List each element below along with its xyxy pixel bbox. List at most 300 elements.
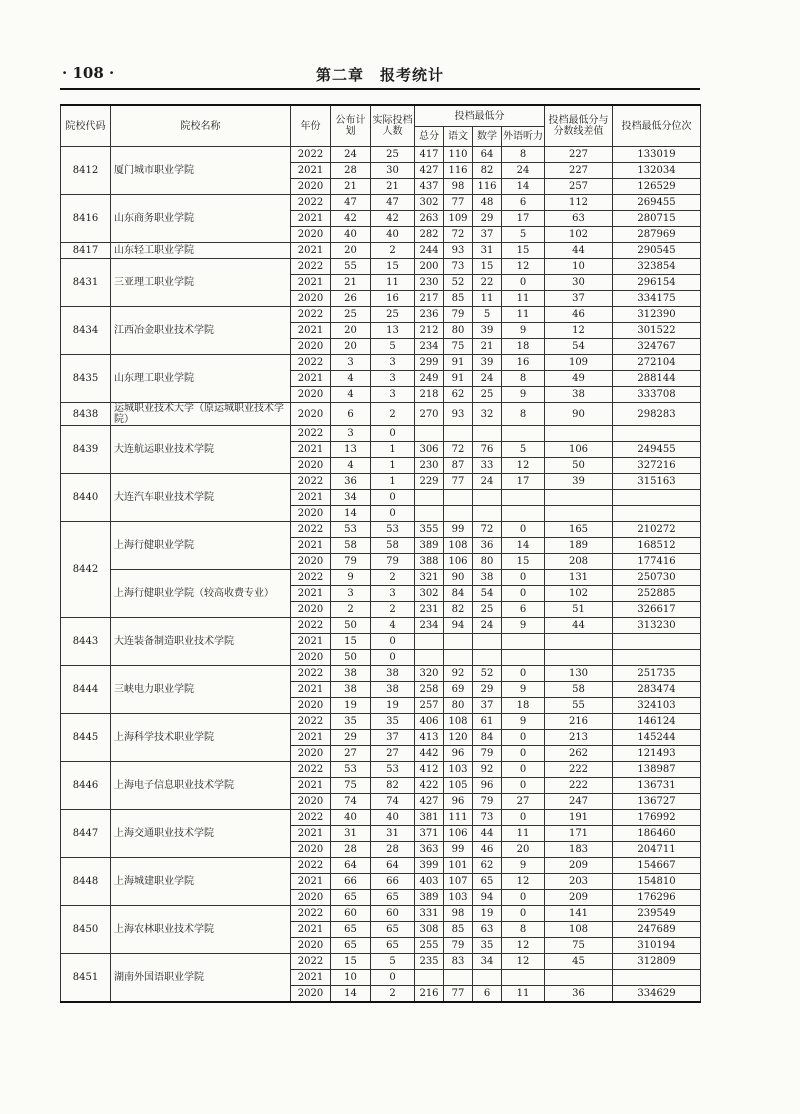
cell-plan: 21 bbox=[331, 275, 371, 291]
cell-chinese: 108 bbox=[444, 538, 473, 554]
cell-math: 38 bbox=[473, 570, 502, 586]
cell-plan: 53 bbox=[331, 762, 371, 778]
school-name: 大连航运职业技术学院 bbox=[111, 426, 291, 474]
cell-year: 2020 bbox=[291, 890, 331, 906]
cell-listening bbox=[502, 970, 545, 986]
table-row bbox=[61, 355, 701, 371]
cell-total: 236 bbox=[415, 307, 444, 323]
cell-rank: 280715 bbox=[613, 211, 701, 227]
cell-chinese bbox=[444, 426, 473, 442]
cell-listening: 27 bbox=[502, 794, 545, 810]
table-row bbox=[61, 714, 701, 730]
cell-gap: 51 bbox=[545, 602, 613, 618]
cell-gap bbox=[545, 506, 613, 522]
cell-plan: 35 bbox=[331, 714, 371, 730]
cell-listening: 12 bbox=[502, 874, 545, 890]
cell-gap: 106 bbox=[545, 442, 613, 458]
cell-year: 2021 bbox=[291, 275, 331, 291]
cell-gap: 131 bbox=[545, 570, 613, 586]
cell-math: 22 bbox=[473, 275, 502, 291]
cell-listening: 24 bbox=[502, 163, 545, 179]
cell-actual: 1 bbox=[371, 474, 415, 490]
cell-gap: 222 bbox=[545, 762, 613, 778]
school-name: 运城职业技术大学（原运城职业技术学院） bbox=[111, 403, 291, 426]
cell-plan: 31 bbox=[331, 826, 371, 842]
cell-math: 82 bbox=[473, 163, 502, 179]
cell-rank: 323854 bbox=[613, 259, 701, 275]
cell-math: 29 bbox=[473, 211, 502, 227]
cell-plan: 2 bbox=[331, 602, 371, 618]
cell-rank bbox=[613, 650, 701, 666]
cell-listening: 17 bbox=[502, 211, 545, 227]
cell-total: 422 bbox=[415, 778, 444, 794]
cell-year: 2021 bbox=[291, 490, 331, 506]
cell-total: 218 bbox=[415, 387, 444, 403]
school-name: 上海行健职业学院 bbox=[111, 522, 291, 570]
cell-plan: 20 bbox=[331, 243, 371, 259]
cell-actual: 31 bbox=[371, 826, 415, 842]
school-code: 8445 bbox=[61, 714, 111, 762]
cell-listening bbox=[502, 490, 545, 506]
cell-actual: 2 bbox=[371, 243, 415, 259]
cell-year: 2020 bbox=[291, 698, 331, 714]
cell-gap: 171 bbox=[545, 826, 613, 842]
cell-chinese: 87 bbox=[444, 458, 473, 474]
cell-plan: 24 bbox=[331, 147, 371, 163]
cell-year: 2021 bbox=[291, 442, 331, 458]
cell-chinese: 105 bbox=[444, 778, 473, 794]
cell-math: 116 bbox=[473, 179, 502, 195]
cell-plan: 34 bbox=[331, 490, 371, 506]
table-row bbox=[61, 307, 701, 323]
cell-gap: 54 bbox=[545, 339, 613, 355]
cell-actual: 16 bbox=[371, 291, 415, 307]
cell-plan: 27 bbox=[331, 746, 371, 762]
cell-actual: 2 bbox=[371, 986, 415, 1003]
cell-rank: 136727 bbox=[613, 794, 701, 810]
header-year: 年份 bbox=[291, 105, 331, 147]
cell-plan: 53 bbox=[331, 522, 371, 538]
cell-chinese: 75 bbox=[444, 339, 473, 355]
cell-plan: 6 bbox=[331, 403, 371, 426]
cell-listening: 16 bbox=[502, 355, 545, 371]
cell-listening: 0 bbox=[502, 762, 545, 778]
cell-actual: 53 bbox=[371, 522, 415, 538]
cell-gap: 213 bbox=[545, 730, 613, 746]
cell-plan: 14 bbox=[331, 986, 371, 1003]
cell-plan: 65 bbox=[331, 938, 371, 954]
admission-statistics-table bbox=[60, 104, 701, 1003]
cell-plan: 20 bbox=[331, 339, 371, 355]
cell-year: 2020 bbox=[291, 458, 331, 474]
cell-year: 2020 bbox=[291, 403, 331, 426]
cell-gap: 63 bbox=[545, 211, 613, 227]
cell-chinese: 77 bbox=[444, 474, 473, 490]
cell-listening: 18 bbox=[502, 339, 545, 355]
cell-year: 2021 bbox=[291, 682, 331, 698]
cell-listening: 0 bbox=[502, 906, 545, 922]
cell-total: 230 bbox=[415, 275, 444, 291]
cell-gap: 102 bbox=[545, 586, 613, 602]
cell-chinese: 96 bbox=[444, 746, 473, 762]
cell-plan: 3 bbox=[331, 586, 371, 602]
cell-plan: 55 bbox=[331, 259, 371, 275]
cell-year: 2022 bbox=[291, 147, 331, 163]
cell-gap: 50 bbox=[545, 458, 613, 474]
cell-total bbox=[415, 490, 444, 506]
cell-listening: 8 bbox=[502, 403, 545, 426]
cell-chinese bbox=[444, 650, 473, 666]
cell-math: 25 bbox=[473, 387, 502, 403]
cell-listening: 20 bbox=[502, 842, 545, 858]
chapter-title: 第二章 报考统计 bbox=[315, 66, 444, 84]
cell-plan: 3 bbox=[331, 426, 371, 442]
school-code: 8448 bbox=[61, 858, 111, 906]
cell-plan: 75 bbox=[331, 778, 371, 794]
cell-rank: 210272 bbox=[613, 522, 701, 538]
cell-year: 2022 bbox=[291, 762, 331, 778]
cell-actual: 11 bbox=[371, 275, 415, 291]
cell-plan: 74 bbox=[331, 794, 371, 810]
cell-chinese: 92 bbox=[444, 666, 473, 682]
cell-plan: 9 bbox=[331, 570, 371, 586]
cell-chinese: 107 bbox=[444, 874, 473, 890]
cell-year: 2021 bbox=[291, 970, 331, 986]
header-plan: 公布计划 bbox=[331, 105, 371, 147]
cell-chinese: 99 bbox=[444, 842, 473, 858]
cell-total: 270 bbox=[415, 403, 444, 426]
cell-listening: 8 bbox=[502, 922, 545, 938]
cell-gap: 102 bbox=[545, 227, 613, 243]
cell-total: 381 bbox=[415, 810, 444, 826]
cell-rank: 145244 bbox=[613, 730, 701, 746]
cell-plan: 10 bbox=[331, 970, 371, 986]
cell-rank: 176992 bbox=[613, 810, 701, 826]
cell-plan: 28 bbox=[331, 842, 371, 858]
cell-gap bbox=[545, 426, 613, 442]
cell-year: 2022 bbox=[291, 666, 331, 682]
cell-year: 2022 bbox=[291, 810, 331, 826]
cell-year: 2022 bbox=[291, 570, 331, 586]
cell-year: 2022 bbox=[291, 195, 331, 211]
school-code: 8434 bbox=[61, 307, 111, 355]
cell-total bbox=[415, 634, 444, 650]
cell-actual: 65 bbox=[371, 938, 415, 954]
cell-total: 258 bbox=[415, 682, 444, 698]
cell-math: 34 bbox=[473, 954, 502, 970]
cell-math: 72 bbox=[473, 522, 502, 538]
cell-actual: 3 bbox=[371, 387, 415, 403]
cell-actual: 64 bbox=[371, 858, 415, 874]
school-name: 山东理工职业学院 bbox=[111, 355, 291, 403]
cell-total: 234 bbox=[415, 339, 444, 355]
cell-gap: 55 bbox=[545, 698, 613, 714]
school-name: 上海农林职业技术学院 bbox=[111, 906, 291, 954]
cell-chinese bbox=[444, 634, 473, 650]
cell-chinese: 103 bbox=[444, 762, 473, 778]
cell-math bbox=[473, 634, 502, 650]
cell-year: 2020 bbox=[291, 986, 331, 1003]
cell-math: 21 bbox=[473, 339, 502, 355]
cell-year: 2020 bbox=[291, 794, 331, 810]
school-name: 厦门城市职业学院 bbox=[111, 147, 291, 195]
cell-gap: 109 bbox=[545, 355, 613, 371]
table-row bbox=[61, 570, 701, 586]
cell-math: 61 bbox=[473, 714, 502, 730]
cell-math: 48 bbox=[473, 195, 502, 211]
cell-total: 249 bbox=[415, 371, 444, 387]
cell-rank: 136731 bbox=[613, 778, 701, 794]
school-code: 8444 bbox=[61, 666, 111, 714]
cell-math: 80 bbox=[473, 554, 502, 570]
cell-gap: 227 bbox=[545, 163, 613, 179]
cell-plan: 40 bbox=[331, 227, 371, 243]
cell-total: 229 bbox=[415, 474, 444, 490]
cell-math: 24 bbox=[473, 474, 502, 490]
cell-total: 302 bbox=[415, 586, 444, 602]
cell-total bbox=[415, 970, 444, 986]
table-row bbox=[61, 954, 701, 970]
cell-total: 255 bbox=[415, 938, 444, 954]
cell-year: 2022 bbox=[291, 307, 331, 323]
cell-gap: 12 bbox=[545, 323, 613, 339]
cell-math: 39 bbox=[473, 355, 502, 371]
cell-listening: 5 bbox=[502, 227, 545, 243]
cell-year: 2020 bbox=[291, 179, 331, 195]
cell-rank: 298283 bbox=[613, 403, 701, 426]
cell-listening bbox=[502, 426, 545, 442]
cell-gap: 257 bbox=[545, 179, 613, 195]
cell-rank: 154810 bbox=[613, 874, 701, 890]
cell-rank: 324767 bbox=[613, 339, 701, 355]
cell-year: 2022 bbox=[291, 355, 331, 371]
cell-plan: 14 bbox=[331, 506, 371, 522]
cell-year: 2021 bbox=[291, 922, 331, 938]
cell-plan: 66 bbox=[331, 874, 371, 890]
cell-math: 11 bbox=[473, 291, 502, 307]
cell-total: 320 bbox=[415, 666, 444, 682]
cell-rank: 301522 bbox=[613, 323, 701, 339]
cell-actual: 0 bbox=[371, 506, 415, 522]
cell-chinese: 52 bbox=[444, 275, 473, 291]
cell-gap: 209 bbox=[545, 890, 613, 906]
cell-total: 403 bbox=[415, 874, 444, 890]
cell-year: 2021 bbox=[291, 211, 331, 227]
cell-chinese: 99 bbox=[444, 522, 473, 538]
cell-total: 216 bbox=[415, 986, 444, 1003]
cell-plan: 19 bbox=[331, 698, 371, 714]
cell-year: 2021 bbox=[291, 243, 331, 259]
school-code: 8417 bbox=[61, 243, 111, 259]
page-number: · 108 · bbox=[62, 64, 115, 82]
cell-math: 24 bbox=[473, 618, 502, 634]
cell-rank bbox=[613, 970, 701, 986]
cell-math: 63 bbox=[473, 922, 502, 938]
cell-actual: 2 bbox=[371, 602, 415, 618]
cell-total: 388 bbox=[415, 554, 444, 570]
cell-math: 6 bbox=[473, 986, 502, 1003]
cell-total: 244 bbox=[415, 243, 444, 259]
school-code: 8412 bbox=[61, 147, 111, 195]
cell-total: 231 bbox=[415, 602, 444, 618]
cell-rank: 154667 bbox=[613, 858, 701, 874]
cell-chinese: 83 bbox=[444, 954, 473, 970]
cell-actual: 1 bbox=[371, 458, 415, 474]
cell-total: 442 bbox=[415, 746, 444, 762]
cell-chinese: 93 bbox=[444, 243, 473, 259]
cell-chinese: 77 bbox=[444, 986, 473, 1003]
cell-year: 2022 bbox=[291, 906, 331, 922]
cell-actual: 0 bbox=[371, 490, 415, 506]
cell-math: 15 bbox=[473, 259, 502, 275]
cell-total: 427 bbox=[415, 163, 444, 179]
cell-gap: 108 bbox=[545, 922, 613, 938]
cell-listening: 6 bbox=[502, 195, 545, 211]
cell-actual: 21 bbox=[371, 179, 415, 195]
cell-math: 76 bbox=[473, 442, 502, 458]
cell-plan: 42 bbox=[331, 211, 371, 227]
cell-math: 79 bbox=[473, 794, 502, 810]
cell-gap: 189 bbox=[545, 538, 613, 554]
cell-gap bbox=[545, 490, 613, 506]
cell-plan: 65 bbox=[331, 890, 371, 906]
cell-rank bbox=[613, 634, 701, 650]
cell-listening: 0 bbox=[502, 275, 545, 291]
cell-year: 2020 bbox=[291, 387, 331, 403]
cell-plan: 26 bbox=[331, 291, 371, 307]
table-row bbox=[61, 522, 701, 538]
cell-year: 2020 bbox=[291, 650, 331, 666]
cell-gap: 209 bbox=[545, 858, 613, 874]
cell-gap: 203 bbox=[545, 874, 613, 890]
cell-math: 64 bbox=[473, 147, 502, 163]
cell-chinese: 101 bbox=[444, 858, 473, 874]
cell-actual: 0 bbox=[371, 634, 415, 650]
cell-plan: 4 bbox=[331, 387, 371, 403]
cell-year: 2020 bbox=[291, 842, 331, 858]
cell-gap: 247 bbox=[545, 794, 613, 810]
cell-plan: 4 bbox=[331, 458, 371, 474]
cell-year: 2022 bbox=[291, 714, 331, 730]
cell-total: 302 bbox=[415, 195, 444, 211]
cell-chinese: 85 bbox=[444, 922, 473, 938]
cell-rank: 334629 bbox=[613, 986, 701, 1003]
cell-rank: 312809 bbox=[613, 954, 701, 970]
cell-rank: 176296 bbox=[613, 890, 701, 906]
cell-gap: 191 bbox=[545, 810, 613, 826]
cell-chinese: 90 bbox=[444, 570, 473, 586]
cell-math: 25 bbox=[473, 602, 502, 618]
cell-math: 5 bbox=[473, 307, 502, 323]
cell-math: 37 bbox=[473, 227, 502, 243]
cell-chinese: 103 bbox=[444, 890, 473, 906]
cell-plan: 65 bbox=[331, 922, 371, 938]
cell-chinese: 77 bbox=[444, 195, 473, 211]
cell-rank: 132034 bbox=[613, 163, 701, 179]
school-code: 8435 bbox=[61, 355, 111, 403]
cell-chinese: 120 bbox=[444, 730, 473, 746]
cell-actual: 0 bbox=[371, 970, 415, 986]
cell-listening bbox=[502, 634, 545, 650]
school-code: 8438 bbox=[61, 403, 111, 426]
cell-year: 2020 bbox=[291, 554, 331, 570]
cell-math: 96 bbox=[473, 778, 502, 794]
school-name: 上海电子信息职业技术学院 bbox=[111, 762, 291, 810]
cell-year: 2020 bbox=[291, 602, 331, 618]
table-row bbox=[61, 666, 701, 682]
cell-plan: 15 bbox=[331, 954, 371, 970]
cell-chinese: 82 bbox=[444, 602, 473, 618]
cell-total: 299 bbox=[415, 355, 444, 371]
cell-total: 399 bbox=[415, 858, 444, 874]
cell-year: 2021 bbox=[291, 163, 331, 179]
header-chinese: 语文 bbox=[444, 127, 473, 147]
cell-listening: 11 bbox=[502, 307, 545, 323]
cell-gap: 44 bbox=[545, 243, 613, 259]
cell-total bbox=[415, 650, 444, 666]
cell-listening: 15 bbox=[502, 554, 545, 570]
cell-listening bbox=[502, 650, 545, 666]
cell-rank: 296154 bbox=[613, 275, 701, 291]
cell-chinese: 79 bbox=[444, 938, 473, 954]
cell-math: 84 bbox=[473, 730, 502, 746]
cell-total: 355 bbox=[415, 522, 444, 538]
cell-rank: 186460 bbox=[613, 826, 701, 842]
cell-listening: 12 bbox=[502, 938, 545, 954]
cell-actual: 42 bbox=[371, 211, 415, 227]
school-name: 三亚理工职业学院 bbox=[111, 259, 291, 307]
cell-gap: 36 bbox=[545, 986, 613, 1003]
cell-gap: 112 bbox=[545, 195, 613, 211]
cell-math: 92 bbox=[473, 762, 502, 778]
cell-math: 54 bbox=[473, 586, 502, 602]
table-row bbox=[61, 243, 701, 259]
cell-plan: 47 bbox=[331, 195, 371, 211]
cell-math: 62 bbox=[473, 858, 502, 874]
school-name: 山东商务职业学院 bbox=[111, 195, 291, 243]
cell-math bbox=[473, 650, 502, 666]
cell-actual: 37 bbox=[371, 730, 415, 746]
header-listening: 外语听力 bbox=[502, 127, 545, 147]
cell-gap: 222 bbox=[545, 778, 613, 794]
cell-rank: 126529 bbox=[613, 179, 701, 195]
cell-math bbox=[473, 426, 502, 442]
cell-math: 65 bbox=[473, 874, 502, 890]
school-code: 8442 bbox=[61, 522, 111, 618]
cell-rank bbox=[613, 506, 701, 522]
cell-year: 2022 bbox=[291, 858, 331, 874]
cell-gap: 58 bbox=[545, 682, 613, 698]
cell-plan: 50 bbox=[331, 650, 371, 666]
cell-rank: 310194 bbox=[613, 938, 701, 954]
cell-actual: 0 bbox=[371, 650, 415, 666]
cell-total: 389 bbox=[415, 538, 444, 554]
school-name: 三峡电力职业学院 bbox=[111, 666, 291, 714]
cell-rank: 247689 bbox=[613, 922, 701, 938]
cell-gap: 39 bbox=[545, 474, 613, 490]
cell-chinese: 108 bbox=[444, 714, 473, 730]
cell-year: 2020 bbox=[291, 291, 331, 307]
cell-listening: 0 bbox=[502, 666, 545, 682]
cell-chinese: 98 bbox=[444, 906, 473, 922]
table-row bbox=[61, 147, 701, 163]
cell-plan: 38 bbox=[331, 666, 371, 682]
cell-plan: 13 bbox=[331, 442, 371, 458]
cell-actual: 65 bbox=[371, 922, 415, 938]
cell-rank: 204711 bbox=[613, 842, 701, 858]
cell-chinese: 84 bbox=[444, 586, 473, 602]
school-code: 8450 bbox=[61, 906, 111, 954]
